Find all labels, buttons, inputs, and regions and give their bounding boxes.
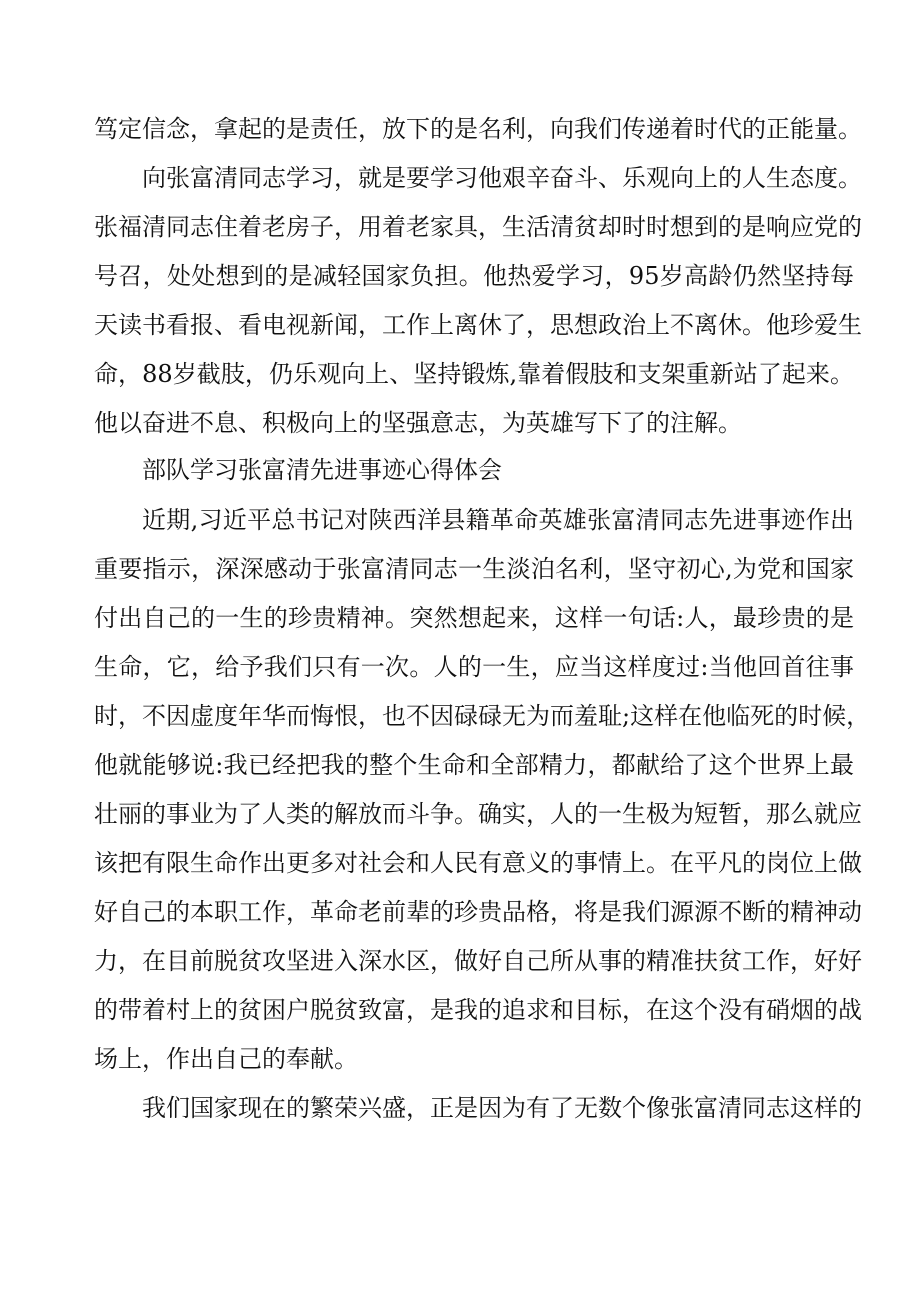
text-line: 时，不因虚度年华而悔恨，也不因碌碌无为而羞耻;这样在他临死的时候， [94,702,871,730]
text-line: 该把有限生命作出更多对社会和人民有意义的事情上。在平凡的岗位上做 [94,849,862,877]
text-line: 他就能够说:我已经把我的整个生命和全部精力，都献给了这个世界上最 [94,751,854,779]
text-line: 他以奋进不息、积极向上的坚强意志，为英雄写下了的注解。 [94,409,742,437]
text-line: 号召，处处想到的是减轻国家负担。他热爱学习，95岁高龄仍然坚持每 [94,262,854,290]
text-line: 壮丽的事业为了人类的解放而斗争。确实，人的一生极为短暂，那么就应 [94,800,862,828]
text-line: 重要指示，深深感动于张富清同志一生淡泊名利，坚守初心,为党和国家 [94,555,854,583]
paragraph-first-line: 向张富清同志学习，就是要学习他艰辛奋斗、乐观向上的人生态度。 [142,164,862,192]
paragraph-first-line: 近期,习近平总书记对陕西洋县籍革命英雄张富清同志先进事迹作出 [142,506,854,534]
text-line: 场上，作出自己的奉献。 [94,1045,358,1073]
text-line: 天读书看报、看电视新闻，工作上离休了，思想政治上不离休。他珍爱生 [94,311,862,339]
text-line: 笃定信念，拿起的是责任，放下的是名利，向我们传递着时代的正能量。 [94,115,862,143]
text-line: 付出自己的一生的珍贵精神。突然想起来，这样一句话:人，最珍贵的是 [94,604,854,632]
text-line: 力，在目前脱贫攻坚进入深水区，做好自己所从事的精准扶贫工作，好好 [94,947,862,975]
text-line: 命，88岁截肢，仍乐观向上、坚持锻炼,靠着假肢和支架重新站了起来。 [94,360,854,388]
paragraph-first-line: 我们国家现在的繁荣兴盛，正是因为有了无数个像张富清同志这样的 [142,1094,862,1122]
text-line: 的带着村上的贫困户脱贫致富，是我的追求和目标，在这个没有硝烟的战 [94,996,862,1024]
text-line: 好自己的本职工作，革命老前辈的珍贵品格，将是我们源源不断的精神动 [94,898,862,926]
text-line: 张福清同志住着老房子，用着老家具，生活清贫却时时想到的是响应党的 [94,213,862,241]
text-line: 生命，它，给予我们只有一次。人的一生，应当这样度过:当他回首往事 [94,653,854,681]
section-heading: 部队学习张富清先进事迹心得体会 [142,456,502,484]
